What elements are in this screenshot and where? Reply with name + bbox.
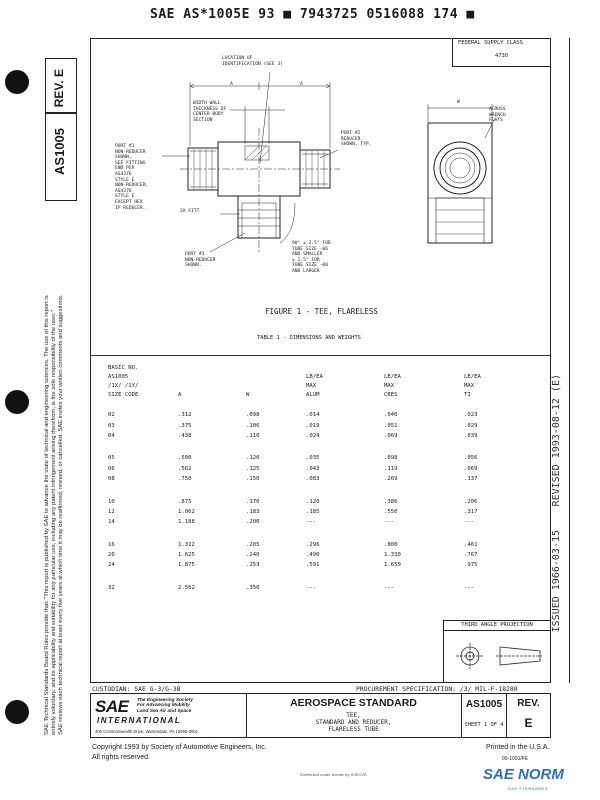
table-cell: --- [384,584,395,591]
label-wall-thickness: WIDTH WALL THICKNESS OF CENTER BODY SECTION [193,101,227,123]
table-row [108,420,528,430]
table-header-cell [246,364,306,373]
table-cell: 12 [108,508,115,515]
table-header-cell: ALUM [306,392,320,398]
table-cell: .083 [306,476,320,483]
binder-hole [5,390,29,414]
table-header-cell: SIZE CODE [108,392,139,398]
rev-value: E [524,716,533,730]
table-cell: 14 [108,519,115,526]
label-port-1: PORT #1 NON-REDUCER SHOWN, SEE FITTING END PER AS4376 STYLE E NON-REDUCER; AS4376 STYLE E EXCEPT HEX IF REDUCER. [115,144,149,211]
table-spacer [108,400,528,410]
table-header-cell: LB/EA [306,374,323,380]
table-cell: .350 [246,584,260,591]
table-row [108,464,528,474]
disclaimer-line-3: SAE reviews each technical report at least every five years at which time it may be reaffirmed, revised, or cancelled. SAE invites your written comments and suggestions. [58,294,64,735]
table-group-gap [108,441,528,453]
printed-in: Printed in the U.S.A. [486,744,550,751]
table-cell: .591 [306,562,320,569]
table-header-row [108,382,528,391]
table-cell: .035 [306,455,320,462]
copyright: Copyright 1993 by Society of Automotive Engineers, Inc. [92,744,267,751]
table-cell: .137 [464,476,478,483]
table-cell: .069 [384,432,398,439]
doc-title-line-2: STANDARD AND REDUCER, [315,719,392,726]
table-cell: .029 [464,422,478,429]
table-cell: 2.562 [178,584,195,591]
table-header-cell [178,364,246,373]
table-header-cell [246,373,306,382]
table-header-cell [246,382,306,391]
table-cell: 24 [108,562,115,569]
table-header-cell: A [178,392,182,398]
sae-logo: SAE [95,697,129,716]
table-cell: .550 [384,508,398,515]
side-doc-number-box [45,113,77,201]
table-cell: 1.625 [178,552,195,559]
label-identification-location: LOCATION OF IDENTIFICATION (SEE 3) [222,56,283,67]
table-cell: .500 [178,455,192,462]
table-cell: .024 [306,432,320,439]
rev-label: REV. [517,698,540,709]
watermark-logo: SAE NORM [483,766,564,783]
sae-tagline-2: For Advancing Mobility [137,703,190,709]
table-cell: .269 [384,476,398,483]
table-header-cell: TI [464,392,471,398]
table-cell: .296 [306,541,320,548]
table-cell: 03 [108,422,115,429]
table-cell: .562 [178,465,192,472]
figure-caption: FIGURE 1 - TEE, FLARELESS [265,307,378,316]
table-cell: .767 [464,552,478,559]
federal-supply-value: 4730 [495,53,508,59]
table-cell: .039 [464,432,478,439]
table-cell: .438 [178,432,192,439]
disclaimer-line-1: SAE Technical Standards Board Rules provide that: "This report is published by SAE to advance the state of technical and engineering sciences. The use of this report is [44,295,50,735]
table-cell: .098 [384,455,398,462]
table-cell: --- [306,584,317,591]
table-cell: 10 [108,498,115,505]
procurement-spec: PROCUREMENT SPECIFICATION: /3/ MIL-F-18280 [356,685,518,693]
label-dim-a-right: A [300,82,303,87]
label-dim-w: W [457,100,460,105]
table-header-cell: MAX [384,383,395,389]
table-header-cell: LB/EA [384,374,401,380]
table-cell: .490 [306,552,320,559]
table-cell: .120 [306,498,320,505]
table-cell: 32 [108,584,115,591]
disclaimer-line-2: entirely voluntary, and its applicability and suitability for any particular use, including any patent infringement arising therefrom, is the sole responsibility of the user." [51,310,57,735]
table-cell: 1.330 [384,552,401,559]
table-header-row [108,373,528,382]
table-header-cell [384,364,464,373]
table-cell: 16 [108,541,115,548]
doc-title-line-3: FLARELESS TUBE [328,726,379,733]
table-header-cell: BASIC NO. [108,365,139,371]
table-header-cell: AS1005 [108,374,129,380]
table-cell: .170 [246,498,260,505]
page-code: 00-1001/FE [502,756,529,762]
table-cell: 1.875 [178,562,195,569]
doc-number: AS1005 [465,699,503,710]
table-cell: .069 [464,465,478,472]
table-row [108,453,528,463]
side-doc-number: AS1005 [52,128,67,175]
table-header-cell: MAX [306,383,317,389]
table-cell: .119 [384,465,398,472]
table-top-rule [90,355,551,356]
sae-international: INTERNATIONAL [97,716,182,725]
table-cell: --- [306,519,317,526]
label-dim-a-left: A [230,82,233,87]
label-port-2: PORT #2 REDUCER SHOWN, TYP. [341,131,372,148]
label-port-3: PORT #3 NON-REDUCER SHOWN. [185,252,216,269]
table-cell: .106 [246,422,260,429]
watermark-subtitle: SAE STANDARDS [508,786,548,791]
table-cell: .975 [464,562,478,569]
table-header-cell: /1X/ /1Y/ [108,383,139,389]
table-cell: .875 [178,498,192,505]
table-cell: --- [464,519,475,526]
table-cell: 1.650 [384,562,401,569]
table-row [108,496,528,506]
sae-address: 400 Commonwealth Drive, Warrendale, PA 15096-0001 [95,729,198,734]
table-cell: 08 [108,476,115,483]
table-row [108,507,528,517]
side-rev-box [45,58,77,113]
table-group-gap [108,528,528,540]
table-cell: .110 [246,432,260,439]
table-header-cell [178,382,246,391]
table-cell: .800 [384,541,398,548]
aerospace-standard-title: AEROSPACE STANDARD [290,697,417,709]
table-cell: .019 [306,422,320,429]
table-cell: .040 [384,412,398,419]
table-row [108,517,528,527]
table-cell: .375 [178,422,192,429]
document-header-code: SAE AS*1005E 93 ■ 7943725 0516088 174 ■ [150,7,475,22]
table-cell: .240 [246,552,260,559]
table-header-row [108,364,528,373]
table-row [108,550,528,560]
table-header-row [108,391,528,400]
doc-title-line-1: TEE, [346,712,361,719]
table-cell: --- [464,584,475,591]
table-cell: 05 [108,455,115,462]
revised-date: REVISED 1993-08-12 (E) [551,374,562,507]
sheet-number: SHEET 1 OF 4 [464,722,504,728]
table-row [108,431,528,441]
table-cell: .043 [306,465,320,472]
table-cell: .386 [384,498,398,505]
table-row [108,560,528,570]
table-group-gap [108,484,528,496]
third-angle-projection-box [443,620,551,683]
table-row [108,474,528,484]
table-cell: .205 [246,541,260,548]
table-cell: .317 [464,508,478,515]
label-fitting-count: 3X FITT [180,209,200,214]
side-rev-value: E [52,69,66,78]
table-cell: .750 [178,476,192,483]
table-cell: 20 [108,552,115,559]
table-cell: .014 [306,412,320,419]
table-header-cell: MAX [464,383,475,389]
right-rule [569,38,570,683]
label-across-wrench-flats: ACROSS WRENCH FLATS [489,107,506,124]
table-cell: .206 [464,498,478,505]
table-cell: .120 [246,455,260,462]
table-header-cell: CRES [384,392,398,398]
sae-tagline-3: Land Sea Air and Space [137,708,192,714]
third-angle-label: THIRD ANGLE PROJECTION [444,621,550,631]
table-cell: 04 [108,432,115,439]
table-cell: .051 [384,422,398,429]
table-cell: 02 [108,412,115,419]
table-cell: 1.188 [178,519,195,526]
label-angle-tolerance: 90° ± 2.5° FOR TUBE SIZE -06 AND SMALLER ± 1.5° FOR TUBE SIZE -08 AND LARGER [292,241,331,274]
table-cell: 1.062 [178,508,195,515]
table-cell: --- [384,519,395,526]
table-cell: .125 [246,465,260,472]
table-row [108,410,528,420]
table-cell: .150 [246,476,260,483]
table-cell: 1.312 [178,541,195,548]
table-cell: .098 [246,412,260,419]
custodian: CUSTODIAN: SAE G-3/G-3B [92,685,181,693]
table-cell: .461 [464,541,478,548]
table-title: TABLE 1 - DIMENSIONS AND WEIGHTS [257,335,361,341]
table-cell: .023 [464,412,478,419]
table-cell: .200 [246,519,260,526]
table-group-gap [108,571,528,583]
federal-supply-label: FEDERAL SUPPLY CLASS [458,40,523,46]
table-row [108,540,528,550]
side-rev-label: REV. [52,80,66,108]
table-header-cell [306,364,384,373]
table-header-cell [464,364,528,373]
table-cell: .056 [464,455,478,462]
binder-hole [5,700,29,724]
projection-symbol-icon [452,635,544,677]
table-cell: 06 [108,465,115,472]
distribution-note: Distributed under license by IHS/CVR [300,772,367,777]
table-header-cell: LB/EA [464,374,481,380]
table-row [108,583,528,593]
tee-fitting-drawing [90,38,551,338]
binder-hole [5,70,29,94]
table-cell: .253 [246,562,260,569]
table-header-cell: W [246,392,250,398]
dimensions-table [108,364,528,593]
title-block [90,693,551,738]
table-cell: .185 [306,508,320,515]
sae-tagline-1: The Engineering Society [137,698,193,703]
all-rights-reserved: All rights reserved. [92,754,150,761]
table-cell: .183 [246,508,260,515]
table-header-cell [178,373,246,382]
issued-date: ISSUED 1966-03-15 [551,530,562,633]
table-cell: .312 [178,412,192,419]
